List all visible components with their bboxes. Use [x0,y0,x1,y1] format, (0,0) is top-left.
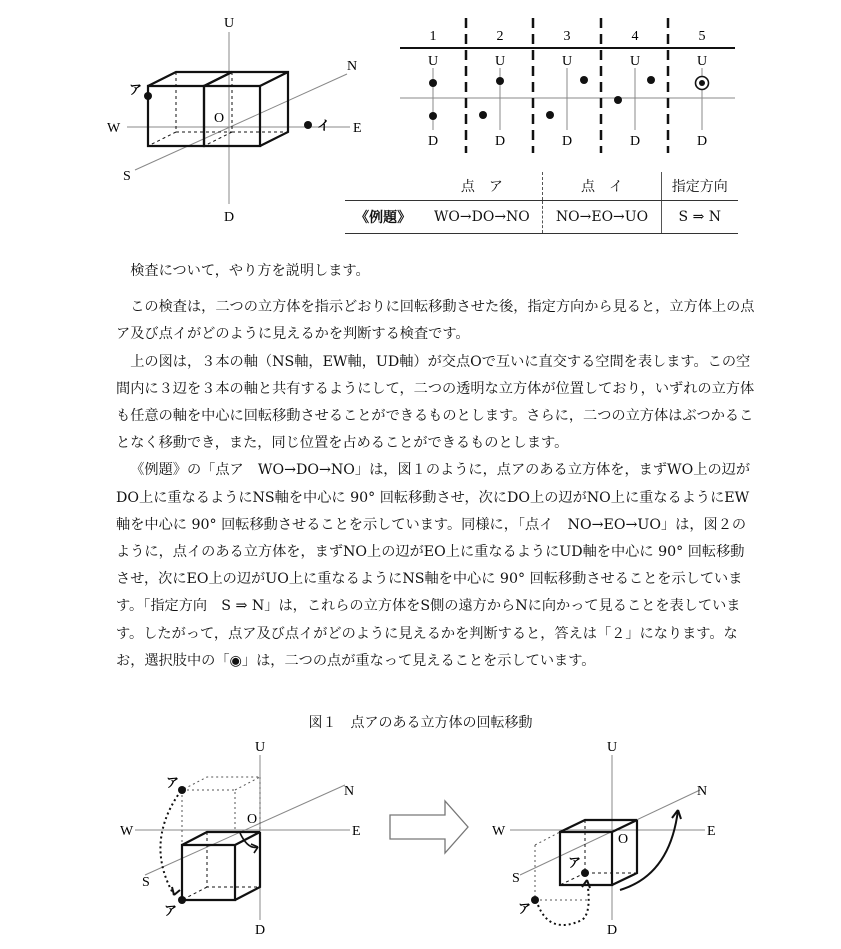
point-i-dot [304,121,312,129]
option2-u-label: U [494,54,506,69]
fig1-left-cube [182,832,260,900]
two-cube-diagram [95,10,385,225]
option5-d-label: D [696,134,708,149]
option3-u-label: U [561,54,573,69]
fig1-right-e: E [707,824,716,839]
instructions-text [116,258,756,675]
option2-dot-a [496,77,504,85]
table-row-label-head [345,172,421,201]
fig1-left-o: O [247,812,258,827]
fig1-right-a-before: ア [518,901,532,916]
option-number-5[interactable]: 5 [698,29,706,44]
option4-u-label: U [629,54,641,69]
paragraph-2: 上の図は，３本の軸（NS軸，EW軸，UD軸）が交点Oで互いに直交する空間を表します。この空間内に３辺を３本の軸と共有するようにして，二つの透明な立方体が位置しており，いずれの立方体も任意の軸を中心に回転移動させることができるものとします。さらに，二つの立方体はぶつかることなく移動でき，また，同じ位置を占めることができるものとします。 [116,353,755,452]
fig1-left-s: S [142,875,150,890]
intro-paragraph: 検査について，やり方を説明します。 [130,263,370,279]
left-cube [148,72,232,146]
fig1-left-a-after: ア [164,903,178,918]
point-a-label: ア [129,82,143,97]
fig1-right-d: D [607,923,618,938]
header-point-a: 点 ア [421,172,543,201]
fig1-left-u: U [255,740,266,755]
option-number-2[interactable]: 2 [496,29,504,44]
axis-n-label: N [347,59,358,74]
option1-d-label: D [427,134,439,149]
fig1-right-a-after: ア [568,855,582,870]
right-cube [204,72,288,146]
option4-dot-a [647,76,655,84]
header-direction: 指定方向 [661,172,738,201]
option4-dot-b [614,96,622,104]
option3-dot-a [580,76,588,84]
example-direction: S ⇒ N [661,201,738,234]
option-number-1[interactable]: 1 [429,29,437,44]
option1-u-label: U [427,54,439,69]
option2-dot-b [479,111,487,119]
fig1-left-n: N [344,784,355,799]
axis-d-label: D [224,210,235,225]
example-point-a: WO→DO→NO [421,201,543,234]
point-a-dot [144,92,152,100]
transition-arrow [390,801,468,853]
paragraph-3: 《例題》の「点ア WO→DO→NO」は，図１のように，点アのある立方体を，まずWO上の辺がDO上に重なるようにNS軸を中心に 90° 回転移動させ，次にDO上の辺がNO上に重なるようにEW軸を中心に 90° 回転移動させることを示しています。同様に，「点イ NO→EO→UO」は，図２のように，点イのある立方体を，まずNO上の辺がEO上に重なるようにUD軸を中心に 90° 回転移動させ，次にEO上の辺がUO上に重なるようにNS軸を中心に 90° 回転移動させることを示しています。「指定方向 S ⇒ N」は，これらの立方体をS側の遠方からNに向かって見ることを表しています。したがって，点ア及び点イがどのように見えるかを判断すると，答えは「２」になります。なお，選択肢中の「◉」は，二つの点が重なって見えることを示しています。 [116,462,751,669]
option2-d-label: D [494,134,506,149]
figure1-rotation-diagram [100,735,740,940]
fig1-left-a-before: ア [166,775,180,790]
axis-e-label: E [353,121,362,136]
fig1-right-o: O [618,832,629,847]
option5-u-label: U [696,54,708,69]
example-point-i: NO→EO→UO [543,201,661,234]
fig1-right-s: S [512,871,520,886]
option3-d-label: D [561,134,573,149]
fig1-right-n: N [697,784,708,799]
option3-dot-b [546,111,554,119]
fig1-right-u: U [607,740,618,755]
example-table [345,172,738,234]
option1-dot-a [429,79,437,87]
row-label-example: 《例題》 [345,201,421,234]
option-number-4[interactable]: 4 [631,29,639,44]
header-point-i: 点 イ [543,172,661,201]
option-number-3[interactable]: 3 [563,29,571,44]
ns-axis [135,74,347,170]
option1-dot-b [429,112,437,120]
fig1-left-e: E [352,824,361,839]
axis-o-label: O [214,111,225,126]
fig1-left-d: D [255,923,266,938]
paragraph-1: この検査は，二つの立方体を指示どおりに回転移動させた後，指定方向から見ると，立方体上の点ア及び点イがどのように見えるかを判断する検査です。 [116,299,755,343]
point-i-label: イ [317,118,331,133]
axis-w-label: W [107,121,121,136]
axis-u-label: U [224,16,235,31]
answer-options [395,18,740,158]
option4-d-label: D [629,134,641,149]
figure1-caption: 図１ 点アのある立方体の回転移動 [308,715,533,731]
fig1-right-w: W [492,824,506,839]
axis-s-label: S [123,169,131,184]
fig1-left-w: W [120,824,134,839]
